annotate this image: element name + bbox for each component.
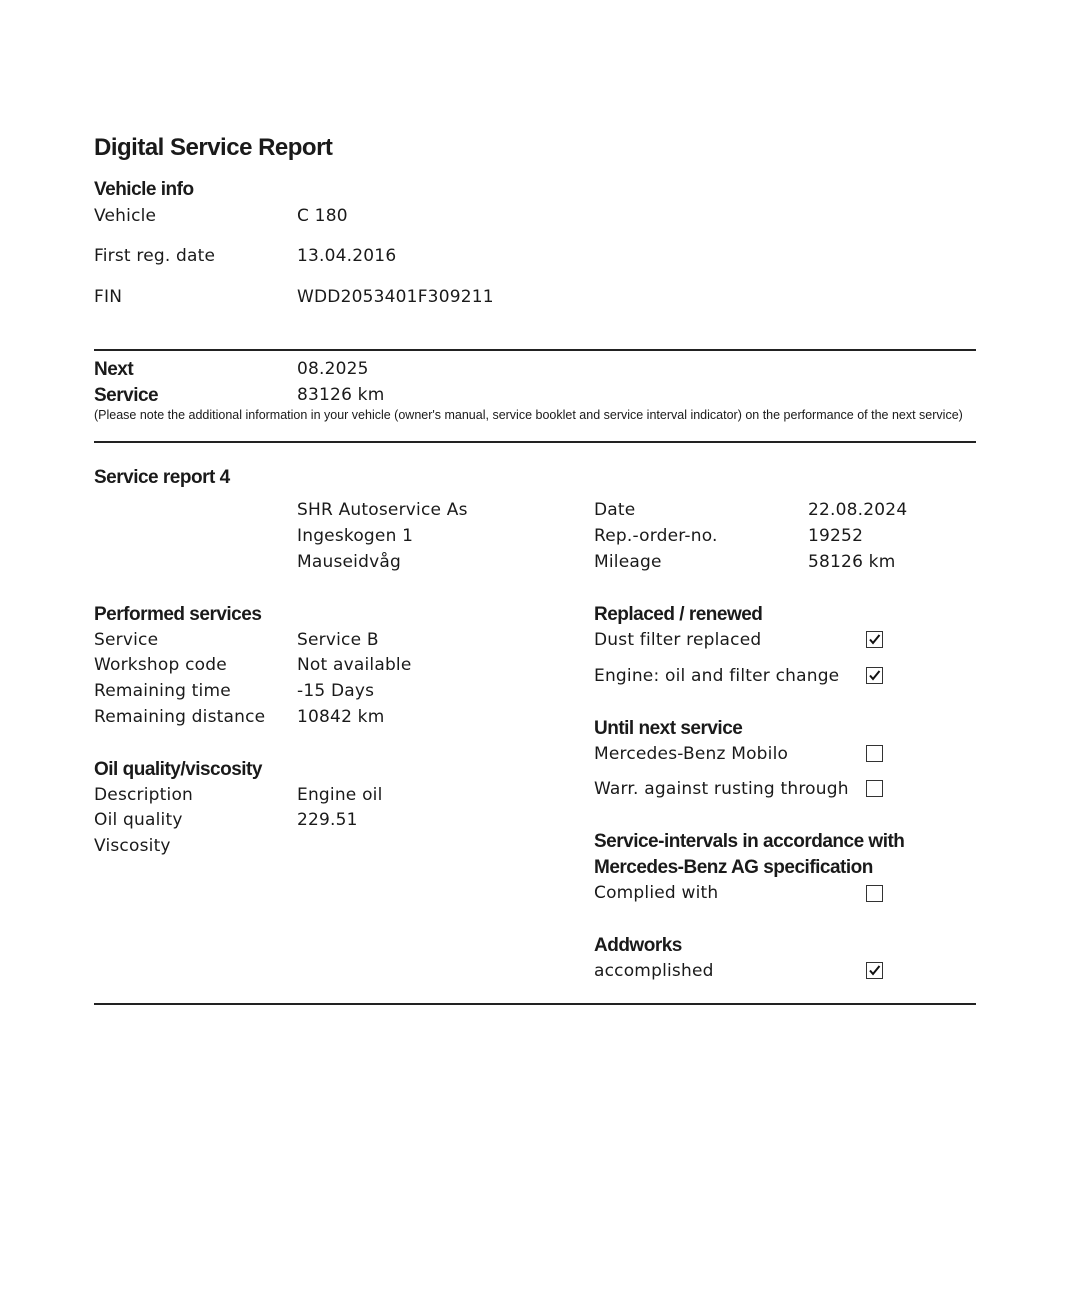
oil-quality-value: 229.51: [297, 810, 358, 830]
dust-filter-checkbox[interactable]: [866, 631, 883, 648]
remaining-distance-label: Remaining distance: [94, 707, 266, 727]
service-value: Service B: [297, 630, 379, 650]
next-service-date: 08.2025: [297, 359, 369, 379]
workshop-code-value: Not available: [297, 655, 412, 675]
intervals-heading-line1: Service-intervals in accordance with: [594, 831, 905, 852]
next-service-km: 83126 km: [297, 385, 385, 405]
rep-order-label: Rep.-order-no.: [594, 526, 718, 546]
remaining-time-label: Remaining time: [94, 681, 231, 701]
next-service-label-line2: Service: [94, 385, 159, 406]
complied-with-checkbox[interactable]: [866, 885, 883, 902]
page-title: Digital Service Report: [94, 134, 333, 161]
vehicle-value: C 180: [297, 206, 348, 226]
workshop-street: Ingeskogen 1: [297, 526, 414, 546]
first-reg-date-value: 13.04.2016: [297, 246, 397, 266]
accomplished-checkbox[interactable]: [866, 962, 883, 979]
service-label: Service: [94, 630, 159, 650]
complied-with-label: Complied with: [594, 883, 719, 903]
checkmark-icon: [868, 669, 881, 682]
until-next-heading: Until next service: [594, 718, 743, 739]
first-reg-date-label: First reg. date: [94, 246, 216, 266]
rust-warranty-checkbox[interactable]: [866, 780, 883, 797]
date-value: 22.08.2024: [808, 500, 908, 520]
checkmark-icon: [868, 964, 881, 977]
vehicle-label: Vehicle: [94, 206, 157, 226]
oil-description-label: Description: [94, 785, 194, 805]
performed-services-heading: Performed services: [94, 604, 262, 625]
divider-bottom: [94, 1003, 976, 1005]
divider-mid: [94, 441, 976, 443]
accomplished-label: accomplished: [594, 961, 714, 981]
mobilo-label: Mercedes-Benz Mobilo: [594, 744, 789, 764]
remaining-distance-value: 10842 km: [297, 707, 385, 727]
oil-description-value: Engine oil: [297, 785, 383, 805]
dust-filter-label: Dust filter replaced: [594, 630, 762, 650]
service-report-heading: Service report 4: [94, 467, 230, 488]
divider-top: [94, 349, 976, 351]
date-label: Date: [594, 500, 636, 520]
replaced-heading: Replaced / renewed: [594, 604, 763, 625]
mileage-value: 58126 km: [808, 552, 896, 572]
rust-warranty-label: Warr. against rusting through: [594, 779, 849, 799]
workshop-code-label: Workshop code: [94, 655, 227, 675]
oil-filter-change-checkbox[interactable]: [866, 667, 883, 684]
viscosity-label: Viscosity: [94, 836, 171, 856]
intervals-heading-line2: Mercedes-Benz AG specification: [594, 857, 873, 878]
oil-heading: Oil quality/viscosity: [94, 759, 262, 780]
mileage-label: Mileage: [594, 552, 662, 572]
next-service-note: (Please note the additional information in your vehicle (owner's manual, service booklet and service interval indicator) on the performance of the next service): [94, 408, 963, 422]
next-service-label-line1: Next: [94, 359, 134, 380]
remaining-time-value: -15 Days: [297, 681, 375, 701]
fin-value: WDD2053401F309211: [297, 287, 494, 307]
addworks-heading: Addworks: [594, 935, 682, 956]
oil-filter-change-label: Engine: oil and filter change: [594, 666, 840, 686]
workshop-name: SHR Autoservice As: [297, 500, 468, 520]
mobilo-checkbox[interactable]: [866, 745, 883, 762]
checkmark-icon: [868, 633, 881, 646]
vehicle-info-heading: Vehicle info: [94, 179, 194, 200]
oil-quality-label: Oil quality: [94, 810, 183, 830]
rep-order-value: 19252: [808, 526, 864, 546]
fin-label: FIN: [94, 287, 123, 307]
workshop-city: Mauseidvåg: [297, 552, 401, 572]
